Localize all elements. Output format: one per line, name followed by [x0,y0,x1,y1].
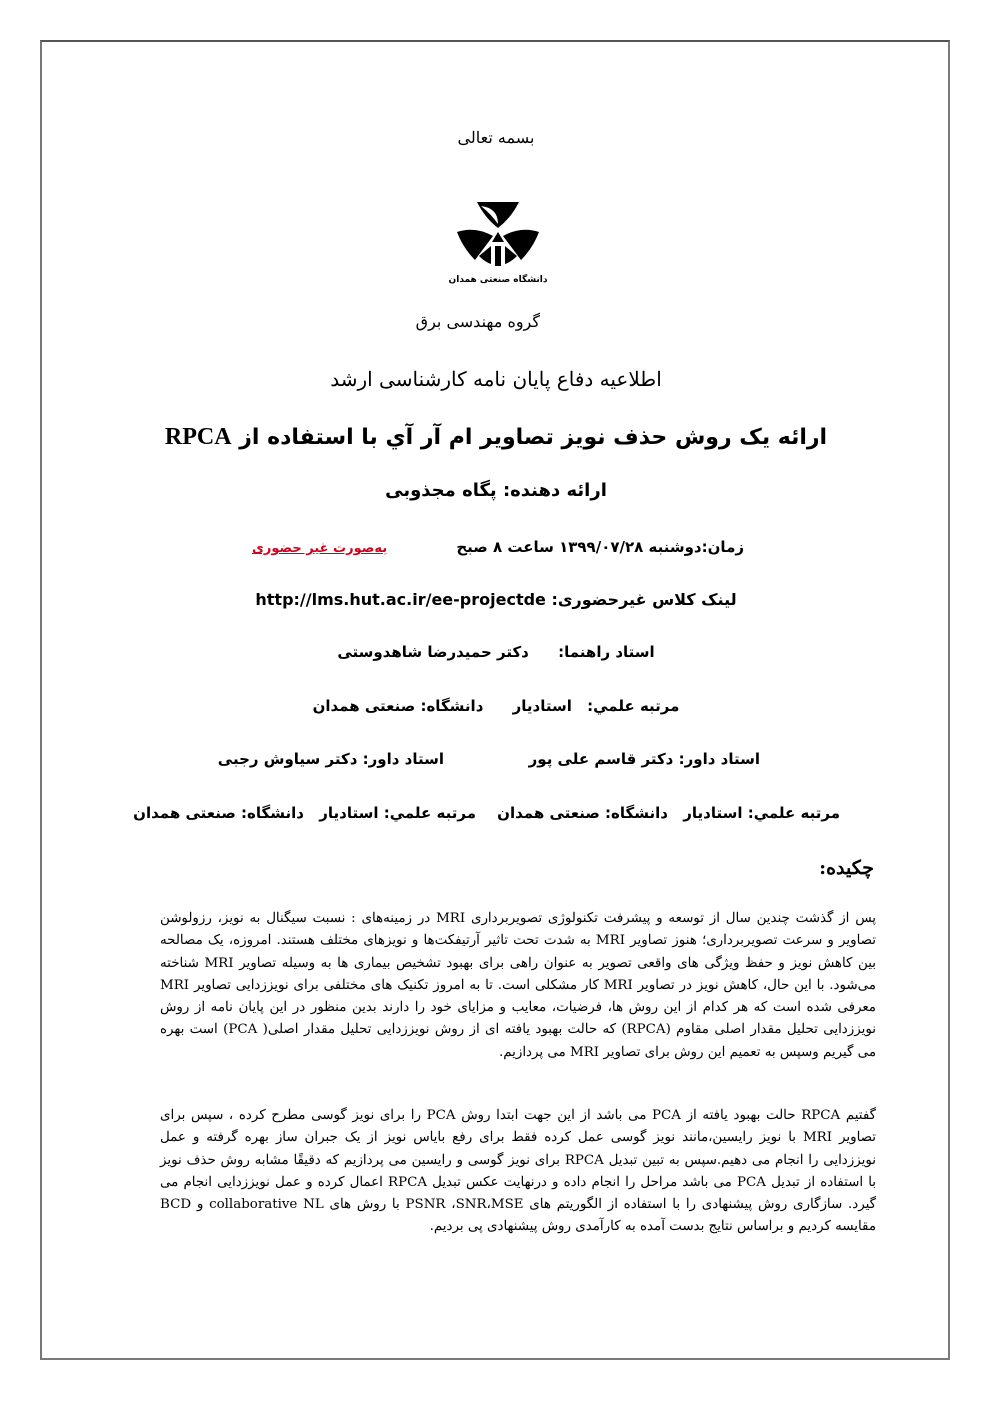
thesis-title [0,424,992,451]
department-name: گروه مهندسی برق [415,312,540,331]
abstract-paragraph-2: گفتیم RPCA حالت بهبود یافته از PCA می باشد از این جهت ابتدا روش PCA را برای نویز گوسی مطرح کرده ، سپس برای تصاویر MRI با نویز رایسین،مانند نویز گوسی عمل کرده فقط برای رفع بایاس نویز از یک جبران ساز بهره گرفته و عمل نویززدایی را انجام می دهیم.سپس به تبین تبدیل RPCA برای نویز گوسی و رایسین می پردازیم که دقیقًا مشابه روش حذف نویز با استفاده از تبدیل PCA می باشد مراحل را انجام داده و درنهایت عکس تبدیل RPCA اعمال کرده و عمل نویززدایی انجام می گیرد. سازگاری روش پیشنهادی را با استفاده از الگوریتم های PSNR ،SNR،MSE با روش های collaborative NL و BCD مقایسه کردیم و براساس نتایج بدست آمده به کارآمدی روش پیشنهادی پی بردیم. [160,1108,877,1235]
link-label: لینک کلاس غیرحضوری: [551,590,737,609]
referee2-label: استاد داور: [362,750,444,768]
online-class-link-row [0,590,992,609]
referee1-university: دانشگاه: صنعتی همدان [497,804,668,822]
supervisor-name: دکتر حمیدرضا شاهدوستی [337,643,529,661]
referee2-rank: مرتبه علمي: استادیار [319,804,476,822]
class-link[interactable]: http://lms.hut.ac.ir/ee-projectde [255,590,546,609]
abstract-heading: چکیده: [819,857,874,879]
thesis-title-latin: RPCA [164,424,232,450]
referee2-rank-row [133,804,476,822]
referee2-row [218,750,444,768]
notice-title: اطلاعیه دفاع پایان نامه کارشناسی ارشد [330,367,662,391]
referee1-row [529,750,760,768]
referee1-label: استاد داور: [678,750,760,768]
presenter: ارائه دهنده: پگاه مجذوبی [385,480,607,501]
supervisor-label: استاد راهنما: [558,643,655,661]
remote-mode-label: به‌صورت غیر حضوری [252,541,388,556]
referee2-university: دانشگاه: صنعتی همدان [133,804,304,822]
referee1-rank-row [497,804,840,822]
basmala: بسمه تعالی [457,128,535,147]
abstract-paragraph-1: پس از گذشت چندین سال از توسعه و پیشرفت تکنولوژی تصویربرداری MRI در زمینه‌های : نسبت سیگنال به نویز، رزولوشن تصاویر و سرعت تصویربرداری؛ هنوز تصاویر MRI به شدت تحت تاثیر آرتیفکت‌ها و نویزهای مختلف هستند. امروزه، یک مصالحه بین کاهش نویز و حفظ ویژگی های واقعی تصویر به عنوان راهی برای بهبود تشخیص بیماری ها به وسیله تصاویر MRI شناخته می‌شود. با این حال، کاهش نویز در تصاویر MRI کار مشکلی است. تا به امروز تکنیک های مختلفی برای نویززدایی تصاویر MRI معرفی شده است که هر کدام از این روش ها، فرضیات، معایب و مزایای خود را دارند بدین منظور در این پایان نامه از روش نویززدایی تحلیل مقدار اصلی مقاوم (RPCA) که حالت بهبود یافته ای از روش نویززدایی تحلیل مقدار اصلی( PCA) است بهره می گیریم وسپس به تعمیم این روش برای تصاویر MRI می پردازیم. [160,911,876,1060]
supervisor-rank: استادیار [512,697,572,715]
thesis-title-text: ارائه یک روش حذف نویز تصاویر ام آر آي با استفاده از [239,425,828,450]
supervisor-rank-label: مرتبه علمي: [587,697,680,715]
referee2-name: دکتر سیاوش رجبی [217,750,358,768]
defense-time: زمان:دوشنبه ۱۳۹۹/۰۷/۲۸ ساعت ۸ صبح [456,538,744,556]
referee1-name: دکتر قاسم علی پور [528,750,674,768]
trefoil-logo-icon [448,198,548,290]
logo-text: دانشگاه صنعتی همدان [448,275,548,285]
supervisor-row [0,643,992,661]
referee1-rank: مرتبه علمي: استادیار [683,804,840,822]
supervisor-university: دانشگاه: صنعتی همدان [312,697,484,715]
supervisor-rank-row [0,697,992,715]
university-logo [448,198,548,290]
